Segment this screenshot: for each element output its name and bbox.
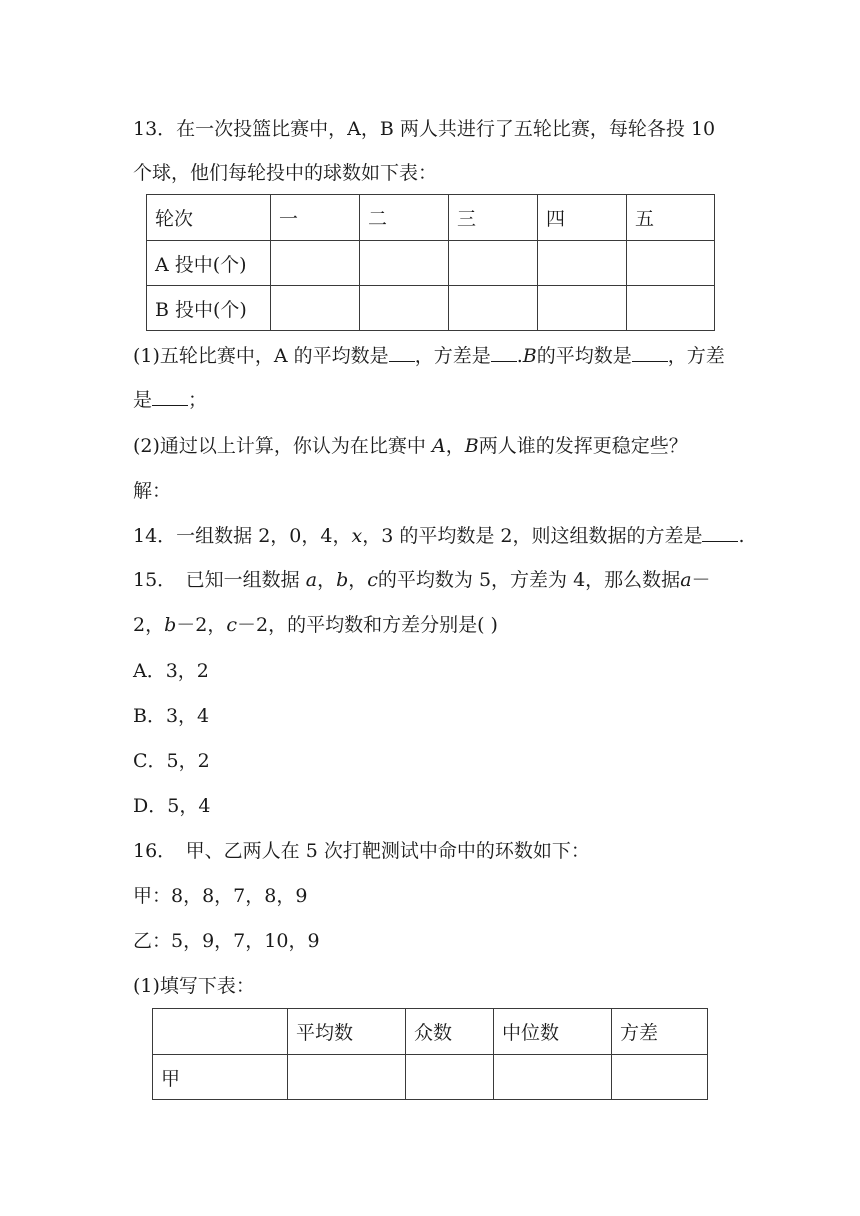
text: . (516, 345, 523, 367)
var-c: c (226, 614, 238, 636)
q15-option-d[interactable]: D．5，4 (133, 795, 211, 817)
text: 的平均数为 5，方差为 4，那么数据 (377, 569, 681, 591)
answer-blank[interactable] (152, 387, 188, 406)
var-x: x (351, 525, 363, 547)
text: －2，的平均数和方差分别是( ) (237, 614, 498, 636)
q16-line1: 16． 甲、乙两人在 5 次打靶测试中命中的环数如下： (133, 840, 590, 862)
table-cell: 三 (449, 195, 538, 241)
table-cell (271, 286, 360, 331)
var-a: A (431, 435, 446, 457)
text: (1)五轮比赛中，A 的平均数是 (133, 345, 389, 367)
q15-line1 (133, 567, 711, 593)
q13-part2 (133, 433, 688, 459)
q16-part1: (1)填写下表： (133, 975, 255, 997)
text: 2， (133, 614, 165, 636)
table-cell: 平均数 (288, 1009, 406, 1055)
table-cell (538, 286, 627, 331)
table-cell (288, 1055, 406, 1100)
q13-part1-line2 (133, 387, 207, 413)
text: 15． 已知一组数据 (133, 569, 300, 591)
table-row (147, 286, 715, 331)
table-cell (153, 1009, 288, 1055)
q13-score-table (146, 194, 715, 331)
q16-stats-table (152, 1008, 708, 1100)
table-header-row (153, 1009, 708, 1055)
text: 14．一组数据 2，0，4， (133, 525, 352, 547)
table-cell: B 投中(个) (147, 286, 271, 331)
q13-line2: 个球，他们每轮投中的球数如下表： (133, 162, 438, 184)
q13-line1: 13．在一次投篮比赛中，A，B 两人共进行了五轮比赛，每轮各投 10 (133, 118, 716, 140)
table-cell: 方差 (612, 1009, 708, 1055)
table-cell: 中位数 (494, 1009, 612, 1055)
table-cell (627, 286, 715, 331)
table-cell (449, 286, 538, 331)
var-b: b (164, 614, 177, 636)
q13-answer-label: 解： (133, 480, 172, 502)
answer-blank[interactable] (491, 343, 517, 362)
text: － (691, 569, 711, 591)
text: 的平均数是 (536, 345, 632, 367)
text: ； (188, 389, 208, 411)
text: ，方差是 (414, 345, 491, 367)
table-cell (360, 241, 449, 286)
var-b: B (464, 435, 479, 457)
text: ，方差 (667, 345, 725, 367)
var-b: b (336, 569, 349, 591)
var-b: B (522, 345, 537, 367)
answer-blank[interactable] (632, 343, 668, 362)
var-c: c (367, 569, 378, 591)
table-cell (449, 241, 538, 286)
answer-blank[interactable] (389, 343, 415, 362)
table-cell: 轮次 (147, 195, 271, 241)
table-cell (627, 241, 715, 286)
text: ， (317, 569, 337, 591)
q16-yi-scores: 乙：5，9，7，10，9 (133, 930, 320, 952)
q15-option-a[interactable]: A．3，2 (133, 660, 209, 682)
table-cell (271, 241, 360, 286)
text: . (738, 525, 745, 547)
table-header-row (147, 195, 715, 241)
text: (2)通过以上计算，你认为在比赛中 (133, 435, 426, 457)
text: 是 (133, 389, 153, 411)
text: ， (445, 435, 465, 457)
q15-option-b[interactable]: B．3，4 (133, 705, 210, 727)
table-row (153, 1055, 708, 1100)
table-cell: A 投中(个) (147, 241, 271, 286)
table-cell (494, 1055, 612, 1100)
answer-blank[interactable] (702, 523, 738, 542)
text: 两人谁的发挥更稳定些？ (478, 435, 688, 457)
var-a: a (305, 569, 318, 591)
table-row (147, 241, 715, 286)
q16-jia-scores: 甲：8，8，7，8，9 (133, 885, 308, 907)
text: ， (348, 569, 368, 591)
table-cell (612, 1055, 708, 1100)
var-a: a (680, 569, 692, 591)
q14-line (133, 523, 745, 549)
text: ，3 的平均数是 2，则这组数据的方差是 (362, 525, 703, 547)
q15-line2 (133, 612, 498, 638)
q13-part1-line1 (133, 343, 725, 369)
text: －2， (176, 614, 227, 636)
table-cell (538, 241, 627, 286)
table-cell: 一 (271, 195, 360, 241)
table-cell: 甲 (153, 1055, 288, 1100)
table-cell (406, 1055, 494, 1100)
q15-option-c[interactable]: C．5，2 (133, 750, 210, 772)
table-cell: 二 (360, 195, 449, 241)
table-cell: 众数 (406, 1009, 494, 1055)
table-cell: 四 (538, 195, 627, 241)
table-cell (360, 286, 449, 331)
table-cell: 五 (627, 195, 715, 241)
